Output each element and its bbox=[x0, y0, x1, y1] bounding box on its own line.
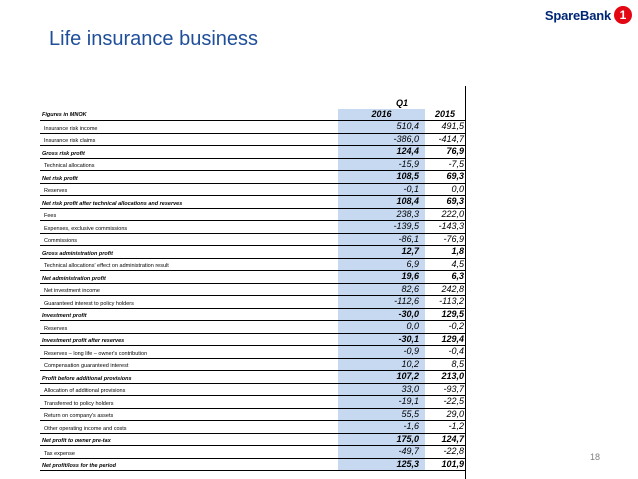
value-2015: 69,3 bbox=[446, 171, 464, 181]
value-2015: -7,5 bbox=[448, 158, 464, 169]
page-number: 18 bbox=[590, 452, 601, 462]
value-2016: 10,2 bbox=[338, 359, 425, 371]
row-label: Insurance risk income bbox=[44, 125, 98, 132]
value-2015: 129,4 bbox=[441, 333, 464, 344]
table-row bbox=[40, 359, 465, 372]
value-2016: 124,4 bbox=[338, 146, 425, 158]
value-2016: -0,9 bbox=[338, 346, 425, 358]
row-label: Net profit to owner pre-tax bbox=[42, 438, 111, 444]
value-2016: 33,0 bbox=[338, 384, 425, 396]
value-2015: 76,9 bbox=[446, 146, 464, 156]
value-2015: -76,9 bbox=[443, 233, 464, 244]
page-title: Life insurance business bbox=[49, 28, 259, 50]
table-row bbox=[40, 371, 465, 384]
value-2016: 125,3 bbox=[338, 459, 425, 471]
table-row bbox=[40, 171, 465, 184]
value-2015: -143,3 bbox=[438, 221, 464, 231]
value-2015: -22,8 bbox=[443, 446, 464, 456]
table-row bbox=[40, 346, 465, 359]
financial-table bbox=[40, 109, 465, 471]
row-label: Gross administration profit bbox=[42, 250, 113, 257]
row-label: Compensation guaranteed interest bbox=[44, 363, 129, 369]
table-row bbox=[40, 271, 465, 284]
value-2015: -93,7 bbox=[443, 383, 464, 394]
value-2015: 4,5 bbox=[451, 258, 464, 269]
table-row bbox=[40, 221, 465, 234]
table-row bbox=[40, 259, 465, 272]
table-row bbox=[40, 396, 465, 409]
table-row bbox=[40, 459, 465, 472]
year-2016-header: 2016 bbox=[338, 109, 425, 120]
value-2015: 101,9 bbox=[441, 458, 464, 469]
table-row bbox=[40, 409, 465, 422]
value-2016: -15,9 bbox=[338, 159, 425, 171]
value-2015: 491,5 bbox=[441, 121, 464, 131]
value-2015: 1,8 bbox=[451, 246, 464, 256]
row-label: Net profit/loss for the period bbox=[42, 463, 116, 469]
row-label: Net investment income bbox=[44, 288, 100, 294]
period-header: Q1 bbox=[396, 98, 409, 108]
row-label: Profit before additional provisions bbox=[42, 375, 132, 382]
table-row bbox=[40, 196, 465, 209]
value-2015: 222,0 bbox=[441, 208, 464, 219]
row-label: Gross risk profit bbox=[42, 150, 85, 157]
value-2016: 55,5 bbox=[338, 409, 425, 421]
row-label: Allocation of additional provisions bbox=[44, 388, 126, 394]
brand-badge-icon: 1 bbox=[614, 6, 632, 24]
value-2016: 19,6 bbox=[338, 271, 425, 283]
table-row bbox=[40, 184, 465, 197]
table-body bbox=[40, 121, 465, 471]
table-row bbox=[40, 309, 465, 322]
value-2016: -386,0 bbox=[338, 134, 425, 146]
row-label: Other operating income and costs bbox=[44, 425, 127, 432]
value-2016: -30,0 bbox=[338, 309, 425, 321]
table-row bbox=[40, 384, 465, 397]
value-2015: 129,5 bbox=[441, 308, 464, 319]
value-2015: 8,5 bbox=[451, 358, 464, 369]
value-2016: 107,2 bbox=[338, 371, 425, 383]
value-2016: 12,7 bbox=[338, 246, 425, 258]
table-row bbox=[40, 121, 465, 134]
row-label: Reserves bbox=[44, 188, 68, 194]
row-label: Tax expense bbox=[44, 450, 75, 457]
row-label: Net administration profit bbox=[42, 275, 106, 282]
value-2016: 510,4 bbox=[338, 121, 425, 133]
table-row bbox=[40, 321, 465, 334]
value-2015: 242,8 bbox=[441, 283, 464, 294]
table-row bbox=[40, 284, 465, 297]
value-2016: 108,4 bbox=[338, 196, 425, 208]
row-label: Guaranteed interest to policy holders bbox=[44, 300, 134, 307]
value-2015: 0,0 bbox=[451, 183, 464, 194]
value-2015: -0,2 bbox=[448, 321, 464, 331]
row-label: Net risk profit bbox=[42, 175, 78, 182]
table-row bbox=[40, 134, 465, 147]
value-2016: -1,6 bbox=[338, 421, 425, 433]
row-label: Insurance risk claims bbox=[44, 138, 96, 144]
row-label: Commissions bbox=[44, 238, 78, 244]
value-2015: -0,4 bbox=[448, 346, 464, 356]
value-2015: -22,5 bbox=[443, 396, 464, 406]
value-2015: 69,3 bbox=[446, 196, 464, 206]
table-row bbox=[40, 146, 465, 159]
row-label: Transferred to policy holders bbox=[44, 400, 114, 407]
value-2016: 108,5 bbox=[338, 171, 425, 183]
value-2016: -86,1 bbox=[338, 234, 425, 246]
table-row bbox=[40, 434, 465, 447]
value-2015: 124,7 bbox=[441, 433, 464, 444]
value-2016: -30,1 bbox=[338, 334, 425, 346]
row-label: Technical allocations' effect on administration result bbox=[44, 263, 169, 269]
row-label: Reserves bbox=[44, 325, 68, 332]
value-2016: 82,6 bbox=[338, 284, 425, 296]
table-row bbox=[40, 446, 465, 459]
table-row bbox=[40, 421, 465, 434]
value-2015: 213,0 bbox=[441, 371, 464, 381]
figures-unit-label: Figures in MNOK bbox=[42, 112, 87, 118]
year-2015-header: 2015 bbox=[434, 109, 456, 119]
table-row bbox=[40, 334, 465, 347]
value-2016: -0,1 bbox=[338, 184, 425, 196]
value-2016: -49,7 bbox=[338, 446, 425, 458]
table-row bbox=[40, 209, 465, 222]
row-label: Net risk profit after technical allocations and reserves bbox=[42, 200, 183, 207]
row-label: Investment profit bbox=[42, 313, 87, 319]
value-2016: 175,0 bbox=[338, 434, 425, 446]
value-2015: -414,7 bbox=[438, 133, 464, 144]
table-row bbox=[40, 159, 465, 172]
row-label: Return on company's assets bbox=[44, 413, 114, 419]
row-label: Expenses, exclusive commissions bbox=[44, 225, 128, 232]
table-row bbox=[40, 234, 465, 247]
value-2016: 238,3 bbox=[338, 209, 425, 221]
value-2016: -19,1 bbox=[338, 396, 425, 408]
table-divider bbox=[465, 86, 466, 479]
value-2016: 0,0 bbox=[338, 321, 425, 333]
table-row bbox=[40, 246, 465, 259]
value-2015: 29,0 bbox=[446, 408, 464, 419]
row-label: Reserves – long life – owner's contribution bbox=[44, 350, 148, 357]
row-label: Technical allocations bbox=[44, 163, 95, 169]
sparebank-logo bbox=[545, 6, 632, 24]
value-2016: -112,6 bbox=[338, 296, 425, 308]
row-label: Fees bbox=[44, 213, 57, 219]
value-2016: 6,9 bbox=[338, 259, 425, 271]
value-2016: -139,5 bbox=[338, 221, 425, 233]
table-header-row bbox=[40, 109, 465, 121]
row-label: Investment profit after reserves bbox=[42, 338, 125, 344]
value-2015: -113,2 bbox=[439, 296, 464, 306]
value-2015: 6,3 bbox=[451, 271, 464, 281]
brand-name: SpareBank bbox=[544, 7, 611, 23]
value-2015: -1,2 bbox=[448, 421, 464, 431]
table-row bbox=[40, 296, 465, 309]
